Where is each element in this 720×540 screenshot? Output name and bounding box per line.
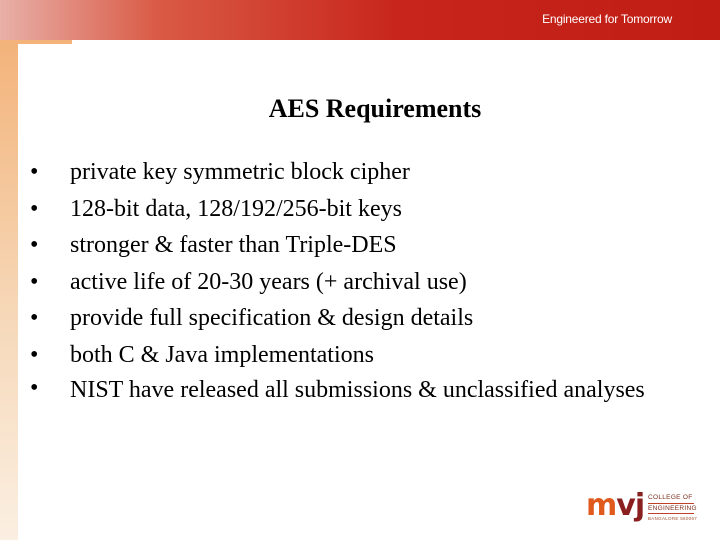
bullet-item xyxy=(30,154,675,191)
bullet-item xyxy=(30,337,675,374)
bullet-text: provide full specification & design details xyxy=(70,305,474,331)
bullet-text: 128-bit data, 128/192/256-bit keys xyxy=(70,195,402,222)
logo-mark-vj: vj xyxy=(616,488,645,523)
mvj-college-logo xyxy=(586,488,702,528)
bullet-text: stronger & faster than Triple-DES xyxy=(70,232,397,258)
bullet-text: NIST have released all submissions & unclassified analyses xyxy=(70,377,645,403)
accent-tab xyxy=(18,40,72,44)
bullet-text: private key symmetric block cipher xyxy=(70,159,410,185)
header-tagline: Engineered for Tomorrow xyxy=(542,12,672,26)
logo-mark xyxy=(586,488,644,523)
logo-line-2: ENGINEERING xyxy=(648,504,697,512)
bullet-dot: • xyxy=(30,195,39,222)
bullet-item xyxy=(30,264,675,301)
bullet-item xyxy=(30,191,675,228)
bullet-list xyxy=(30,154,675,406)
bullet-dot: • xyxy=(30,341,39,368)
logo-text xyxy=(648,494,697,523)
logo-mark-m: m xyxy=(586,488,617,523)
header-banner xyxy=(0,0,720,40)
logo-line-3: BANGALORE 560067 xyxy=(648,516,698,521)
bullet-item xyxy=(30,300,675,337)
bullet-dot: • xyxy=(30,159,39,185)
logo-rule xyxy=(648,513,694,514)
bullet-item xyxy=(30,227,675,264)
logo-rule xyxy=(648,503,694,504)
bullet-item xyxy=(30,373,675,406)
logo-line-1: COLLEGE OF xyxy=(648,494,693,501)
bullet-dot: • xyxy=(30,375,39,401)
bullet-dot: • xyxy=(30,232,39,258)
bullet-dot: • xyxy=(30,268,39,295)
slide-title: AES Requirements xyxy=(268,94,482,123)
bullet-text: both C & Java implementations xyxy=(70,341,374,368)
bullet-dot: • xyxy=(30,305,39,331)
bullet-text: active life of 20-30 years (+ archival use) xyxy=(70,268,467,295)
